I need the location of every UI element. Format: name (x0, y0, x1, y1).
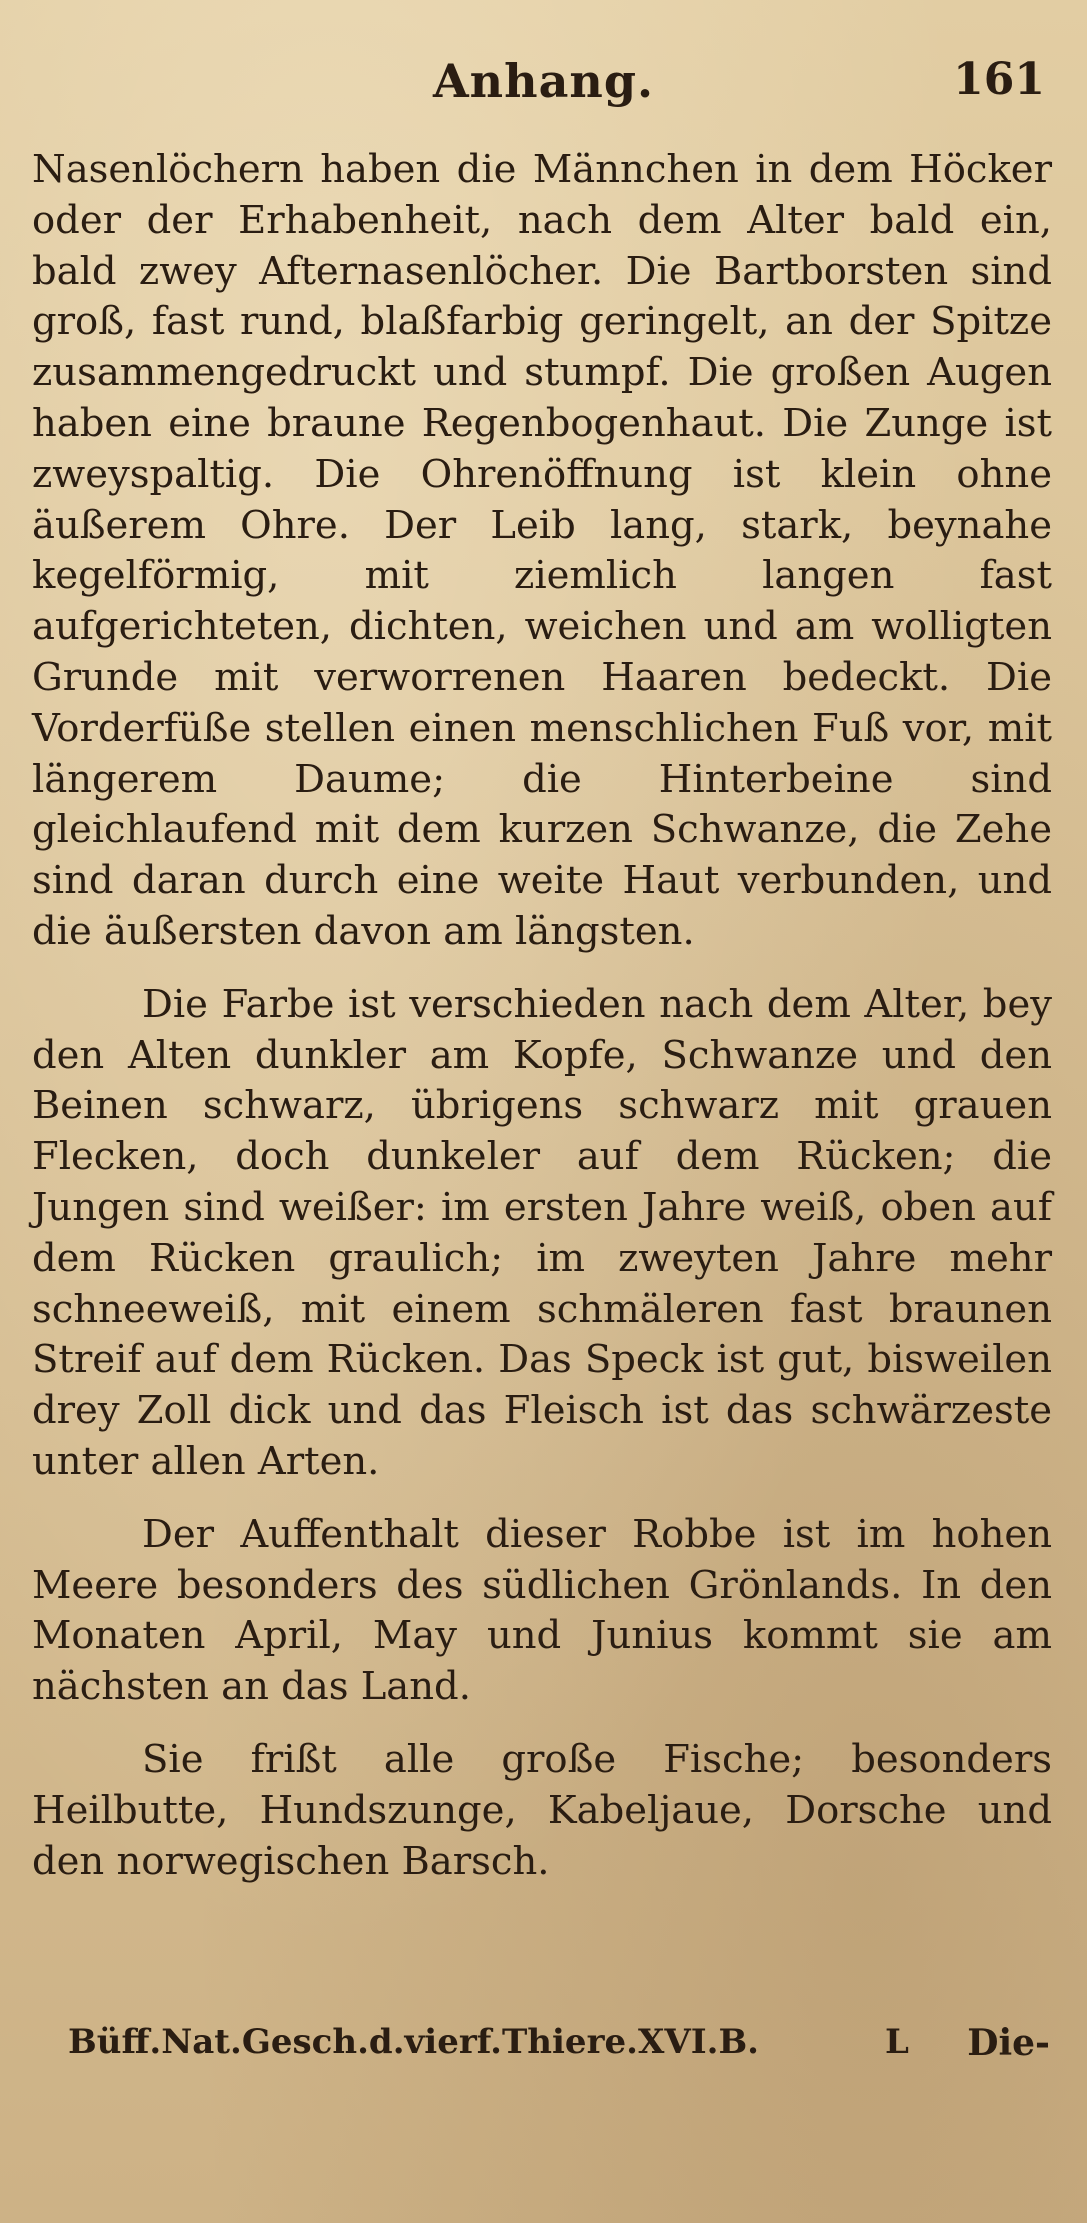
page-footer (40, 2022, 1050, 2082)
page-header (0, 48, 1087, 128)
running-head: Anhang. (432, 54, 654, 108)
signature-mark: L (885, 2022, 909, 2062)
paragraph-habitat: Der Auffenthalt dieser Robbe ist im hohen Meere besonders des südlichen Grönlands. In den Monaten April, May und Junius kommt sie am nächsten an das Land. (32, 1511, 1052, 1710)
page-number: 161 (953, 54, 1045, 105)
catchword: Die- (967, 2022, 1050, 2064)
paragraph-anatomy: Nasenlöchern haben die Männchen in dem Höcker oder der Erhabenheit, nach dem Alter bald ein, bald zwey Afternasenlöcher. Die Bartborsten sind groß, fast rund, blaßfarbig geringelt, an der Spitze zusammengedruckt und stumpf. Die großen Augen haben eine braune Regenbogenhaut. Die Zunge ist zweyspaltig. Die Ohrenöffnung ist klein ohne äußerem Ohre. Der Leib lang, stark, beynahe kegelförmig, mit ziemlich langen fast aufgerichteten, dichten, weichen und am wolligten Grunde mit verworrenen Haaren bedeckt. Die Vorderfüße stellen einen menschlichen Fuß vor, mit längerem Daume; die Hinterbeine sind gleichlaufend mit dem kurzen Schwanze, die Zehe sind daran durch eine weite Haut verbunden, und die äußersten davon am längsten. (32, 147, 1052, 954)
paragraph-colour: Die Farbe ist verschieden nach dem Alter, bey den Alten dunkler am Kopfe, Schwanze und den Beinen schwarz, übrigens schwarz mit grauen Flecken, doch dunkeler auf dem Rücken; die Jungen sind weißer: im ersten Jahre weiß, oben auf dem Rücken graulich; im zweyten Jahre mehr schneeweiß, mit einem schmäleren fast braunen Streif auf dem Rücken. Das Speck ist gut, bisweilen drey Zoll dick und das Fleisch ist das schwärzeste unter allen Arten. (32, 981, 1052, 1484)
signature-line: Büff.Nat.Gesch.d.vierf.Thiere.XVI.B. (68, 2022, 760, 2062)
paragraph-diet: Sie frißt alle große Fische; besonders Heilbutte, Hundszunge, Kabeljaue, Dorsche und den norwegischen Barsch. (32, 1736, 1052, 1884)
body-text (32, 145, 1052, 1909)
